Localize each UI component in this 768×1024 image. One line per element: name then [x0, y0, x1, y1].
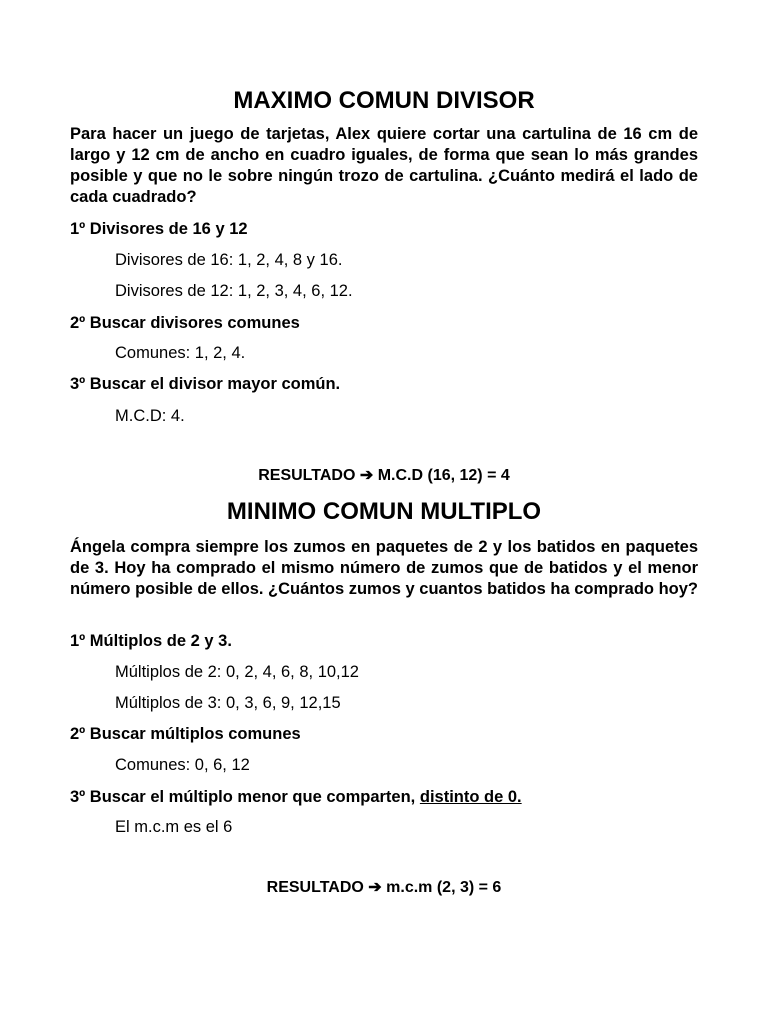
- mcm-step-3-text: 3º Buscar el múltiplo menor que comparten,: [70, 788, 416, 806]
- mcm-problem-text: Ángela compra siempre los zumos en paquetes de 2 y los batidos en paquetes de 3. Hoy ha comprado el mismo número de zumos que de batidos y el menor número posible de ellos. ¿Cuántos zumos y cuantos batidos ha comprado hoy?: [70, 538, 698, 598]
- mcd-result-value: M.C.D (16, 12) = 4: [377, 467, 510, 484]
- mcm-answer: El m.c.m es el 6: [115, 818, 233, 836]
- mcm-step-1: 1º Múltiplos de 2 y 3.: [70, 632, 232, 650]
- mcd-divisors-16: Divisores de 16: 1, 2, 4, 8 y 16.: [115, 251, 343, 269]
- arrow-right-icon: ➔: [359, 467, 374, 484]
- mcd-result: [70, 466, 698, 486]
- mcd-answer: M.C.D: 4.: [115, 407, 185, 425]
- mcm-common-multiples: Comunes: 0, 6, 12: [115, 756, 250, 774]
- mcd-divisors-12: Divisores de 12: 1, 2, 3, 4, 6, 12.: [115, 282, 353, 300]
- mcm-title: MINIMO COMUN MULTIPLO: [226, 498, 542, 525]
- mcd-result-label: RESULTADO: [258, 467, 356, 484]
- mcd-title: MAXIMO COMUN DIVISOR: [233, 87, 535, 114]
- mcm-step-3-underlined: distinto de 0.: [419, 788, 522, 806]
- mcm-multiples-2: Múltiplos de 2: 0, 2, 4, 6, 8, 10,12: [115, 663, 359, 681]
- mcd-step-1: 1º Divisores de 16 y 12: [70, 220, 248, 238]
- mcm-step-3: [70, 787, 522, 807]
- mcm-step-2: 2º Buscar múltiplos comunes: [70, 725, 301, 743]
- mcm-result-value: m.c.m (2, 3) = 6: [386, 879, 502, 896]
- mcd-step-2: 2º Buscar divisores comunes: [70, 314, 300, 332]
- mcm-result-label: RESULTADO: [266, 879, 364, 896]
- mcd-step-3: 3º Buscar el divisor mayor común.: [70, 375, 341, 393]
- mcd-problem-text: Para hacer un juego de tarjetas, Alex quiere cortar una cartulina de 16 cm de largo y 12 cm de ancho en cuadro iguales, de forma que sean lo más grandes posible y que no le sobre ningún trozo de cartulina. ¿Cuánto medirá el lado de cada cuadrado?: [70, 125, 698, 206]
- mcm-result: [70, 878, 698, 898]
- mcd-common-divisors: Comunes: 1, 2, 4.: [115, 344, 246, 362]
- mcm-multiples-3: Múltiplos de 3: 0, 3, 6, 9, 12,15: [115, 694, 341, 712]
- arrow-right-icon: ➔: [368, 879, 382, 896]
